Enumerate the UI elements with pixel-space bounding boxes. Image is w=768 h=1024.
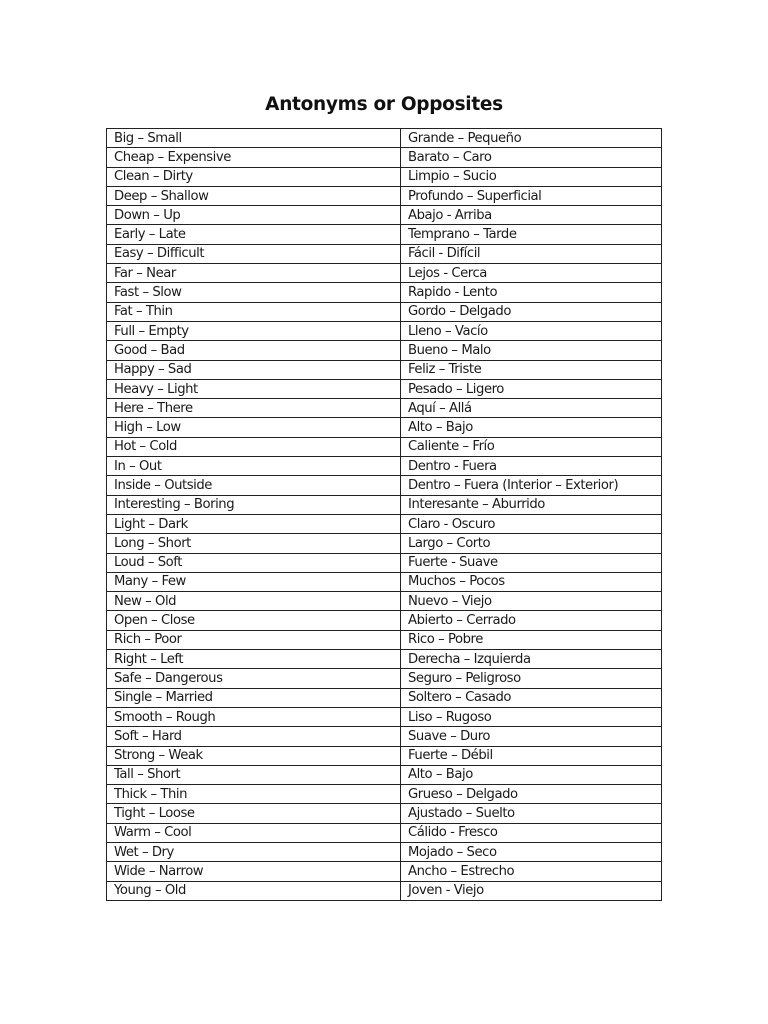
spanish-pair-cell: Limpio – Sucio [401,167,662,186]
table-row [107,129,662,148]
table-row [107,321,662,340]
table-row [107,186,662,205]
english-pair-cell: Down – Up [107,206,401,225]
english-pair-cell: Easy – Difficult [107,244,401,263]
english-pair-cell: Many – Few [107,572,401,591]
english-pair-cell: Thick – Thin [107,785,401,804]
table-row [107,476,662,495]
spanish-pair-cell: Alto – Bajo [401,418,662,437]
spanish-pair-cell: Ancho – Estrecho [401,862,662,881]
table-row [107,727,662,746]
table-row [107,341,662,360]
english-pair-cell: Long – Short [107,534,401,553]
english-pair-cell: Smooth – Rough [107,707,401,726]
table-row [107,264,662,283]
english-pair-cell: Big – Small [107,129,401,148]
english-pair-cell: Fast – Slow [107,283,401,302]
english-pair-cell: Heavy – Light [107,379,401,398]
english-pair-cell: Fat – Thin [107,302,401,321]
spanish-pair-cell: Dentro – Fuera (Interior – Exterior) [401,476,662,495]
english-pair-cell: Early – Late [107,225,401,244]
english-pair-cell: High – Low [107,418,401,437]
spanish-pair-cell: Caliente – Frío [401,437,662,456]
spanish-pair-cell: Lleno – Vacío [401,321,662,340]
page-title: Antonyms or Opposites [265,94,503,115]
spanish-pair-cell: Pesado – Ligero [401,379,662,398]
english-pair-cell: Full – Empty [107,321,401,340]
table-row [107,572,662,591]
spanish-pair-cell: Largo – Corto [401,534,662,553]
table-row [107,707,662,726]
spanish-pair-cell: Fuerte – Débil [401,746,662,765]
table-row [107,302,662,321]
table-row [107,360,662,379]
english-pair-cell: Open – Close [107,611,401,630]
english-pair-cell: Cheap – Expensive [107,148,401,167]
english-pair-cell: Young – Old [107,881,401,900]
english-pair-cell: In – Out [107,457,401,476]
table-row [107,804,662,823]
table-row [107,148,662,167]
spanish-pair-cell: Rapido - Lento [401,283,662,302]
spanish-pair-cell: Lejos - Cerca [401,264,662,283]
table-row [107,688,662,707]
english-pair-cell: New – Old [107,592,401,611]
english-pair-cell: Strong – Weak [107,746,401,765]
table-row [107,437,662,456]
spanish-pair-cell: Cálido - Fresco [401,823,662,842]
english-pair-cell: Tight – Loose [107,804,401,823]
table-row [107,534,662,553]
english-pair-cell: Hot – Cold [107,437,401,456]
english-pair-cell: Light – Dark [107,514,401,533]
english-pair-cell: Wet – Dry [107,842,401,861]
table-row [107,244,662,263]
table-row [107,553,662,572]
table-row [107,842,662,861]
spanish-pair-cell: Rico – Pobre [401,630,662,649]
english-pair-cell: Good – Bad [107,341,401,360]
english-pair-cell: Tall – Short [107,765,401,784]
table-row [107,418,662,437]
english-pair-cell: Warm – Cool [107,823,401,842]
spanish-pair-cell: Abierto – Cerrado [401,611,662,630]
table-row [107,225,662,244]
spanish-pair-cell: Fácil - Difícil [401,244,662,263]
table-row [107,611,662,630]
spanish-pair-cell: Ajustado – Suelto [401,804,662,823]
spanish-pair-cell: Interesante – Aburrido [401,495,662,514]
spanish-pair-cell: Bueno – Malo [401,341,662,360]
table-row [107,206,662,225]
spanish-pair-cell: Joven - Viejo [401,881,662,900]
english-pair-cell: Right – Left [107,650,401,669]
spanish-pair-cell: Claro - Oscuro [401,514,662,533]
table-row [107,881,662,900]
table-row [107,765,662,784]
spanish-pair-cell: Abajo - Arriba [401,206,662,225]
spanish-pair-cell: Grueso – Delgado [401,785,662,804]
spanish-pair-cell: Seguro – Peligroso [401,669,662,688]
table-row [107,379,662,398]
english-pair-cell: Soft – Hard [107,727,401,746]
english-pair-cell: Safe – Dangerous [107,669,401,688]
spanish-pair-cell: Temprano – Tarde [401,225,662,244]
english-pair-cell: Single – Married [107,688,401,707]
table-row [107,823,662,842]
english-pair-cell: Far – Near [107,264,401,283]
english-pair-cell: Wide – Narrow [107,862,401,881]
english-pair-cell: Clean – Dirty [107,167,401,186]
table-row [107,650,662,669]
english-pair-cell: Here – There [107,399,401,418]
table-row [107,630,662,649]
spanish-pair-cell: Mojado – Seco [401,842,662,861]
spanish-pair-cell: Aquí – Allá [401,399,662,418]
table-row [107,283,662,302]
english-pair-cell: Loud – Soft [107,553,401,572]
table-row [107,514,662,533]
table-row [107,495,662,514]
table-row [107,457,662,476]
english-pair-cell: Interesting – Boring [107,495,401,514]
spanish-pair-cell: Gordo – Delgado [401,302,662,321]
antonyms-table [106,128,662,901]
table-row [107,399,662,418]
table-row [107,862,662,881]
spanish-pair-cell: Profundo – Superficial [401,186,662,205]
english-pair-cell: Rich – Poor [107,630,401,649]
spanish-pair-cell: Soltero – Casado [401,688,662,707]
spanish-pair-cell: Grande – Pequeño [401,129,662,148]
spanish-pair-cell: Nuevo – Viejo [401,592,662,611]
spanish-pair-cell: Fuerte - Suave [401,553,662,572]
spanish-pair-cell: Derecha – Izquierda [401,650,662,669]
english-pair-cell: Happy – Sad [107,360,401,379]
spanish-pair-cell: Suave – Duro [401,727,662,746]
antonyms-table-body [107,129,662,901]
english-pair-cell: Inside – Outside [107,476,401,495]
spanish-pair-cell: Liso – Rugoso [401,707,662,726]
spanish-pair-cell: Alto – Bajo [401,765,662,784]
spanish-pair-cell: Dentro - Fuera [401,457,662,476]
table-row [107,746,662,765]
table-row [107,669,662,688]
table-row [107,167,662,186]
spanish-pair-cell: Barato – Caro [401,148,662,167]
english-pair-cell: Deep – Shallow [107,186,401,205]
spanish-pair-cell: Feliz – Triste [401,360,662,379]
spanish-pair-cell: Muchos – Pocos [401,572,662,591]
table-row [107,592,662,611]
table-row [107,785,662,804]
